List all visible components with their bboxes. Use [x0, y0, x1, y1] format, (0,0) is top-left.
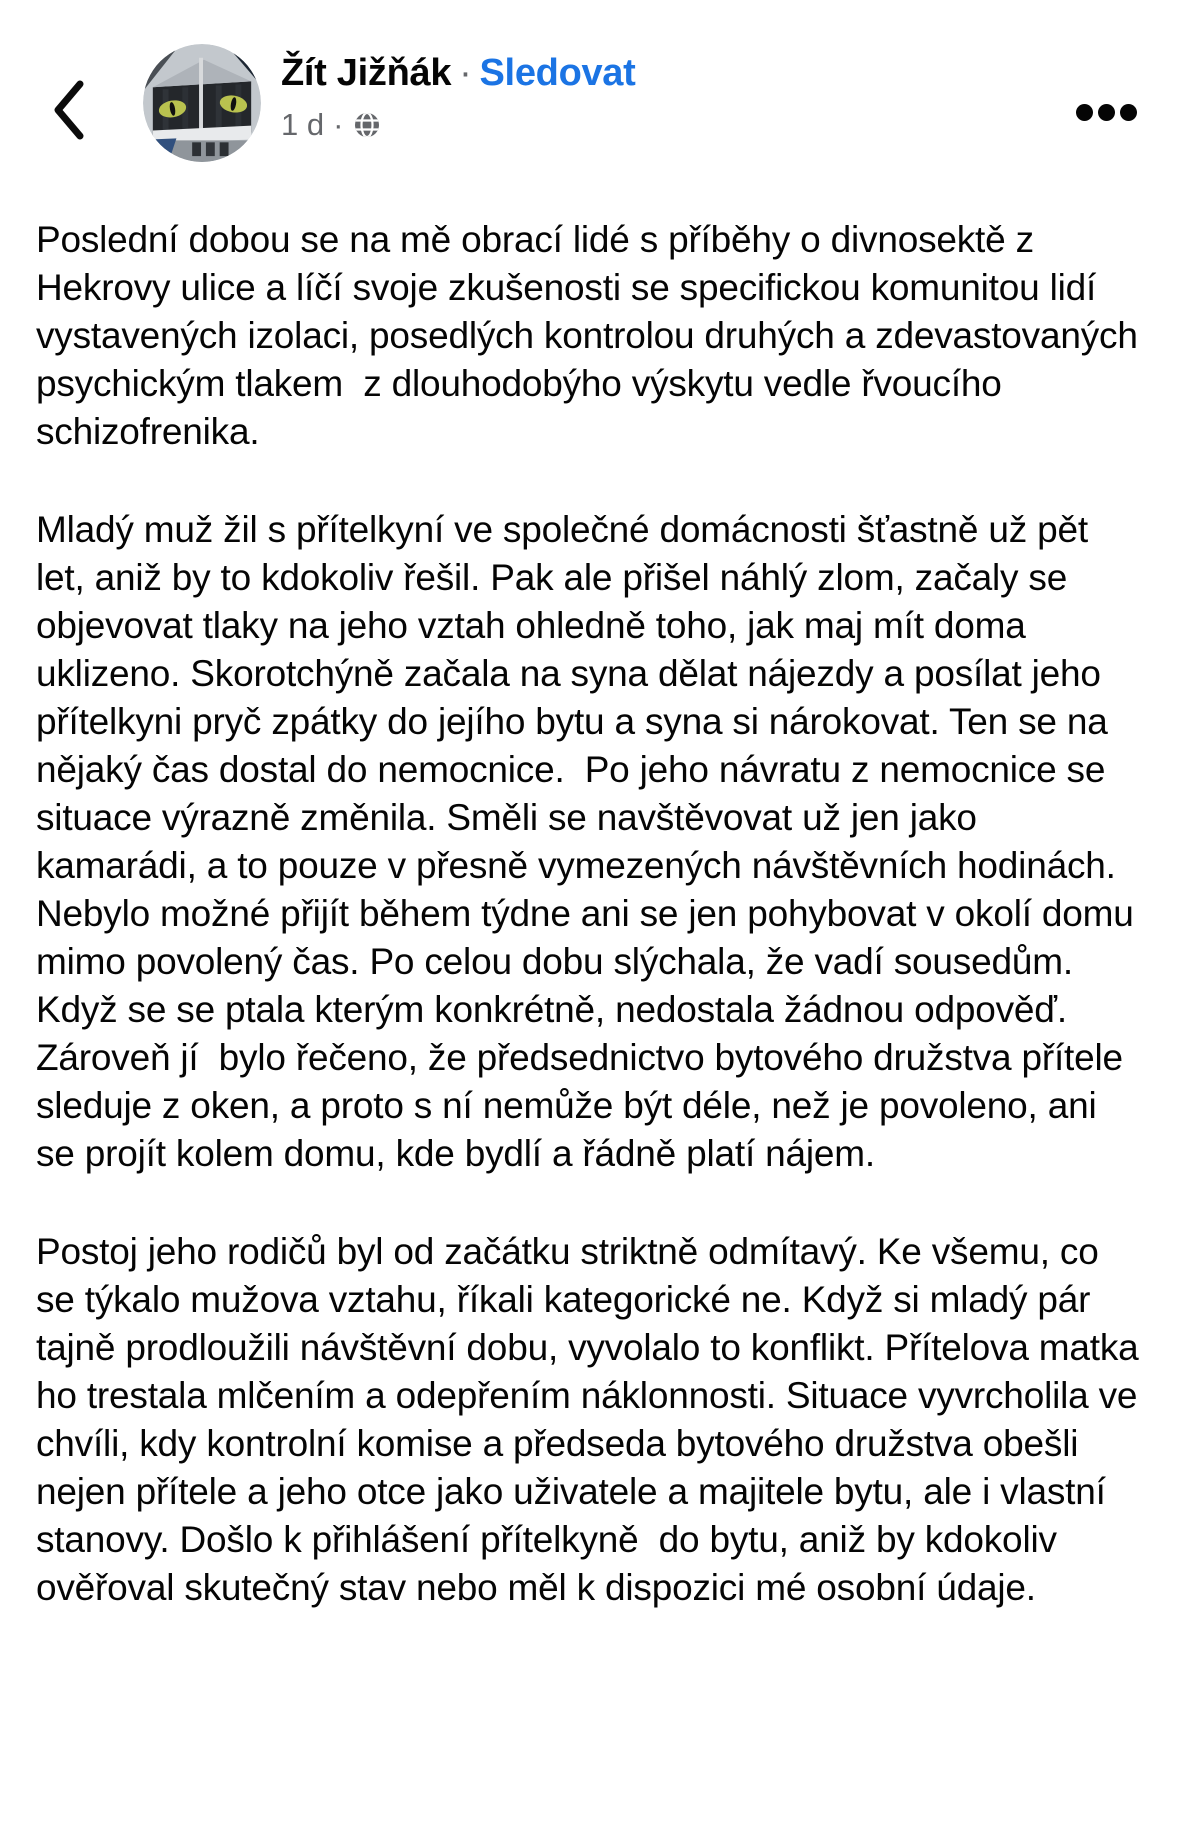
- avatar[interactable]: [143, 44, 261, 162]
- post-paragraph: Mladý muž žil s přítelkyní ve společné domácnosti šťastně už pět let, aniž by to kdokoliv řešil. Pak ale přišel náhlý zlom, začaly se objevovat tlaky na jeho vztah ohledně toho, jak maj mít doma uklizeno. Skorotchýně začala na syna dělat nájezdy a posílat jeho přítelkyni pryč zpátky do jejího bytu a syna si nárokovat. Ten se na nějaký čas dostal do nemocnice. Po jeho návratu z nemocnice se situace výrazně změnila. Směli se navštěvovat už jen jako kamarádi, a to pouze v přesně vymezených návštěvních hodinách. Nebylo možné přijít během týdne ani se jen pohybovat v okolí domu mimo povolený čas. Po celou dobu slýchala, že vadí sousedům. Když se se ptala kterým konkrétně, nedostala žádnou odpověď. Zároveň jí bylo řečeno, že předsednictvo bytového družstva přítele sleduje z oken, a proto s ní nemůže být déle, než je povoleno, ani se projít kolem domu, kde bydlí a řádně platí nájem.: [36, 509, 1144, 1174]
- page-name[interactable]: Žít Jižňák: [281, 52, 452, 94]
- header-text: [281, 48, 636, 144]
- post-paragraph: Poslední dobou se na mě obrací lidé s příběhy o divnosektě z Hekrovy ulice a líčí svoje zkušenosti se specifickou komunitou lidí vystavených izolaci, posedlých kontrolou druhých a zdevastovaných psychickým tlakem z dlouhodobýho výskytu vedle řvoucího schizofrenika.: [36, 219, 1158, 452]
- cat-eyes-mural-image: [143, 44, 261, 162]
- follow-link[interactable]: Sledovat: [479, 52, 636, 94]
- meta-separator: ·: [333, 107, 344, 142]
- back-button[interactable]: [40, 72, 96, 148]
- more-options-button[interactable]: [1076, 96, 1137, 129]
- ellipsis-icon: [1076, 104, 1137, 121]
- post-body: [0, 170, 1179, 1612]
- name-row: [281, 48, 636, 98]
- post-meta: [281, 106, 636, 144]
- post-header: [0, 0, 1179, 170]
- globe-icon: [352, 110, 382, 140]
- post-time: 1 d: [281, 107, 325, 142]
- chevron-left-icon: [49, 78, 87, 142]
- name-separator: ·: [459, 52, 472, 94]
- post-paragraph: Postoj jeho rodičů byl od začátku striktně odmítavý. Ke všemu, co se týkalo mužova vztahu, říkali kategorické ne. Když si mladý pár tajně prodloužili návštěvní dobu, vyvolalo to konflikt. Přítelova matka ho trestala mlčením a odepřením náklonnosti. Situace vyvrcholila ve chvíli, kdy kontrolní komise a předseda bytového družstva obešli nejen přítele a jeho otce jako uživatele a majitele bytu, ale i vlastní stanovy. Došlo k přihlášení přítelkyně do bytu, aniž by kdokoliv ověřoval skutečný stav nebo měl k dispozici mé osobní údaje.: [36, 1231, 1149, 1608]
